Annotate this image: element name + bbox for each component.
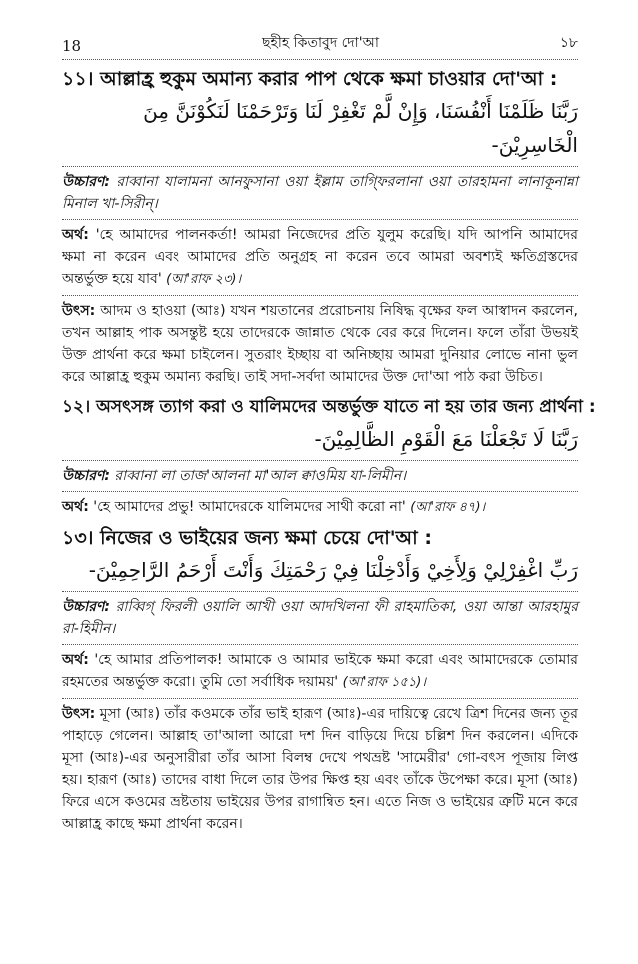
meaning-text: 'হে আমাদের পালনকর্তা! আমরা নিজেদের প্রতি যুলুম করেছি। যদি আপনি আমাদের ক্ষমা না করেন এবং আমাদের প্রতি অনুগ্রহ না করেন তবে আমরা অবশ্যই ক্ষতিগ্রস্তদের অন্তর্ভুক্ত হয়ে যাব' bbox=[62, 227, 578, 287]
divider bbox=[62, 491, 578, 492]
meaning-reference: (আ'রাফ ৪৭)। bbox=[410, 500, 486, 515]
book-title: ছহীহ কিতাবুদ দো'আ bbox=[262, 35, 379, 51]
pronunciation-label: উচ্চারণ: bbox=[62, 599, 110, 615]
section-heading: ১১। আল্লাহ্র হুকুম অমান্য করার পাপ থেকে ক্ষমা চাওয়ার দো'আ : bbox=[62, 68, 558, 90]
meaning-text: 'হে আমাদের প্রভু! আমাদেরকে যালিমদের সাথী করো না' bbox=[93, 499, 406, 515]
pronunciation-label: উচ্চারণ: bbox=[62, 174, 110, 190]
divider bbox=[62, 698, 578, 699]
section-heading: ১৩। নিজের ও ভাইয়ের জন্য ক্ষমা চেয়ে দো'আ : bbox=[62, 527, 432, 549]
meaning-label: অর্থ: bbox=[62, 499, 89, 515]
pronunciation-text: রাব্বিগ্ ফিরলী ওয়ালি আখী ওয়া আদখিলনা ফী রাহমাতিকা, ওয়া আন্তা আরহামুর রা-হিমীন। bbox=[62, 599, 579, 637]
pronunciation-text: রাব্বানা লা তাজ'আলনা মা'আল ক্বাওমিয় যা-লিমীন। bbox=[114, 468, 407, 484]
divider bbox=[62, 166, 578, 167]
section-11 bbox=[62, 66, 578, 388]
arabic-dua: رَبِّ اغْفِرْلِيْ وَلِأَخِيْ وَأَدْخِلْنَا فِيْ رَحْمَتِكَ وَأَنْتَ أَرْحَمُ الرَّاحِمِيْنَ- bbox=[88, 558, 578, 582]
meaning-reference: (আ'রাফ ২৩)। bbox=[166, 272, 242, 287]
pronunciation bbox=[62, 596, 578, 640]
source-text: মূসা (আঃ) তাঁর কওমকে তাঁর ভাই হারূণ (আঃ)-এর দায়িত্বে রেখে ত্রিশ দিনের জন্য তূর পাহাড়ে গেলেন। আল্লাহ তা'আলা আরো দশ দিন বাড়িয়ে দিয়ে চল্লিশ দিন করলেন। এদিকে মূসা (আঃ)-এর অনুসারীরা তাঁর আসা বিলম্ব দেখে পথভ্রষ্ট 'সামেরীর' গো-বৎস পূজায় লিপ্ত হয়। হারূণ (আঃ) তাদের বাধা দিলে তার উপর ক্ষিপ্ত হয় এবং তাঁকে উপেক্ষা করে। মূসা (আঃ) ফিরে এসে কওমের ভ্রষ্টতায় ভাইয়ের উপর রাগান্বিত হন। এতে নিজ ও ভাইয়ের ত্রুটি মনে করে আল্লাহ্র কাছে ক্ষমা প্রার্থনা করেন। bbox=[62, 706, 578, 832]
section-13 bbox=[62, 525, 578, 835]
section-12 bbox=[62, 394, 596, 519]
meaning-label: অর্থ: bbox=[62, 652, 89, 668]
page-number-bengali: ১৮ bbox=[559, 35, 578, 51]
source-label: উৎস: bbox=[62, 706, 96, 722]
source-label: উৎস: bbox=[62, 303, 96, 319]
arabic-dua: رَبَّنَا ظَلَمْنَا أَنْفُسَنَا، وَإِنْ لَّمْ تَغْفِرْ لَنَا وَتَرْحَمْنَا لَنَكُوْنَنَّ مِنَ الْخَاسِرِيْنَ- bbox=[143, 99, 578, 157]
meaning bbox=[62, 496, 578, 519]
divider bbox=[62, 460, 578, 461]
pronunciation-text: রাব্বানা যালামনা আনফুসানা ওয়া ইল্লাম তাগ্ফিরলানা ওয়া তারহামনা লানাকূনান্না মিনাল খা-সিরীন্। bbox=[62, 174, 578, 212]
meaning bbox=[62, 224, 578, 291]
divider bbox=[62, 644, 578, 645]
source-text: আদম ও হাওয়া (আঃ) যখন শয়তানের প্ররোচনায় নিষিদ্ধ বৃক্ষের ফল আস্বাদন করলেন, তখন আল্লাহ পাক অসন্তুষ্ট হয়ে তাদেরকে জান্নাত থেকে বের করে দিলেন। ফলে তাঁরা উভয়ই উক্ত প্রার্থনা করে ক্ষমা চাইলেন। সুতরাং ইচ্ছায় বা অনিচ্ছায় আমরা দুনিয়ার লোভে নানা ভুল করে আল্লাহ্র হুকুম অমান্য করছি। তাই সদা-সর্বদা আমাদের উক্ত দো'আ পাঠ করা উচিত। bbox=[62, 303, 578, 385]
pronunciation bbox=[62, 465, 578, 487]
meaning bbox=[62, 649, 578, 694]
pronunciation bbox=[62, 171, 578, 215]
meaning-reference: (আ'রাফ ১৫১)। bbox=[342, 675, 427, 690]
divider bbox=[62, 591, 578, 592]
page-number-english: 18 bbox=[62, 37, 82, 55]
source bbox=[62, 703, 578, 835]
arabic-dua: رَبَّنَا لَا تَجْعَلْنَا مَعَ الْقَوْمِ الظَّالِمِيْنَ- bbox=[314, 427, 578, 451]
section-heading: ১২। অসৎসঙ্গ ত্যাগ করা ও যালিমদের অন্তর্ভুক্ত যাতে না হয় তার জন্য প্রার্থনা : bbox=[62, 397, 596, 417]
divider bbox=[62, 219, 578, 220]
meaning-label: অর্থ: bbox=[62, 227, 89, 243]
meaning-text: 'হে আমার প্রতিপালক! আমাকে ও আমার ভাইকে ক্ষমা করো এবং আমাদেরকে তোমার রহমতের অন্তর্ভুক্ত করো। তুমি তো সর্বাধিক দয়াময়' bbox=[62, 652, 578, 690]
page-header bbox=[62, 0, 578, 60]
pronunciation-label: উচ্চারণ: bbox=[62, 468, 110, 484]
source bbox=[62, 300, 578, 388]
divider bbox=[62, 295, 578, 296]
